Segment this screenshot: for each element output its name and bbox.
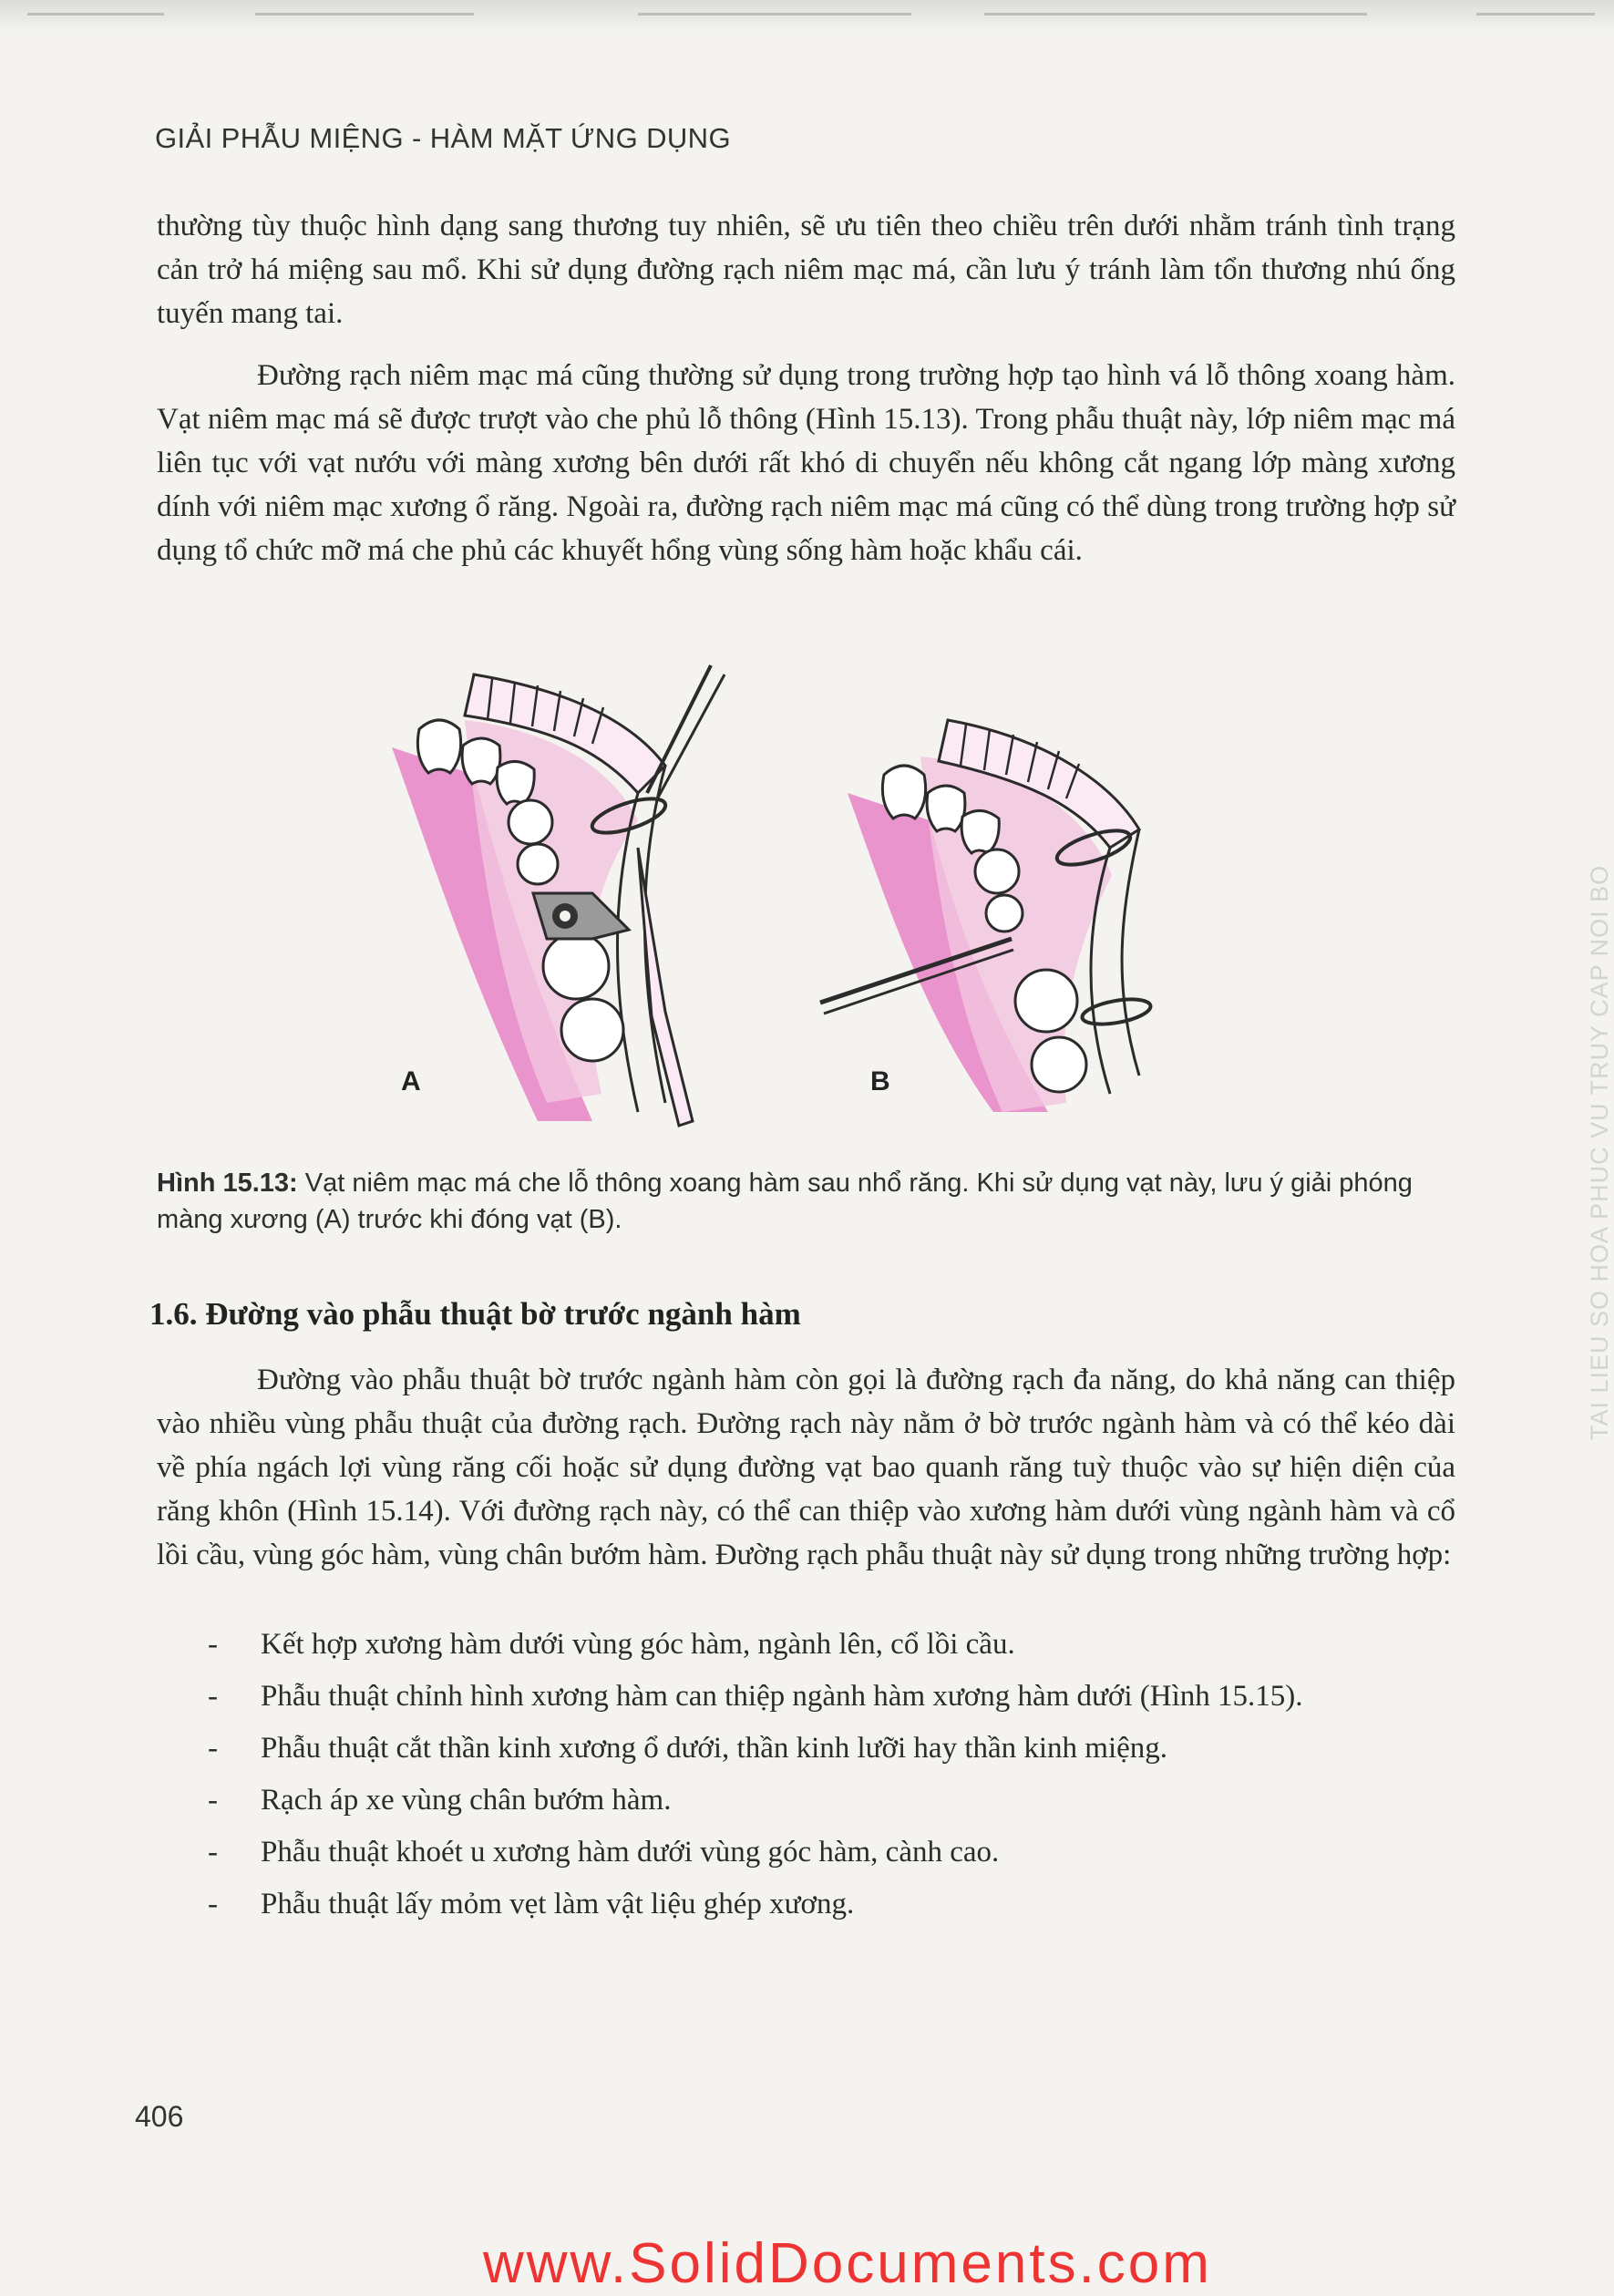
list-item bbox=[208, 1830, 1465, 1874]
list-item bbox=[208, 1726, 1465, 1770]
figure-illustration bbox=[365, 665, 1239, 1139]
list-item-text: Phẫu thuật cắt thần kinh xương ổ dưới, thần kinh lưỡi hay thần kinh miệng. bbox=[261, 1732, 1168, 1765]
paragraph-continuation bbox=[157, 204, 1455, 335]
indication-list bbox=[208, 1622, 1465, 1934]
list-item-text: Phẫu thuật khoét u xương hàm dưới vùng góc hàm, cành cao. bbox=[261, 1836, 1000, 1869]
figure-15-13 bbox=[365, 665, 1239, 1139]
bullet-marker: - bbox=[208, 1732, 218, 1765]
list-item-text: Kết hợp xương hàm dưới vùng góc hàm, ngành lên, cổ lồi cầu. bbox=[261, 1628, 1015, 1661]
list-item-text: Phẫu thuật lấy mỏm vẹt làm vật liệu ghép xương. bbox=[261, 1888, 855, 1920]
panel-a-label: A bbox=[401, 1066, 421, 1097]
scan-artifact bbox=[1476, 13, 1595, 15]
page-number: 406 bbox=[135, 2100, 184, 2133]
bullet-marker: - bbox=[208, 1628, 218, 1661]
bullet-marker: - bbox=[208, 1836, 218, 1869]
list-item bbox=[208, 1622, 1465, 1666]
panel-a-drawing bbox=[392, 665, 725, 1126]
section-heading: 1.6. Đường vào phẫu thuật bờ trước ngành hàm bbox=[149, 1296, 801, 1332]
caption-text: Vạt niêm mạc má che lỗ thông xoang hàm sau nhổ răng. Khi sử dụng vạt này, lưu ý giải phóng màng xương (A) trước khi đóng vạt (B). bbox=[157, 1169, 1413, 1234]
caption-label: Hình 15.13: bbox=[157, 1169, 298, 1198]
bullet-marker: - bbox=[208, 1784, 218, 1817]
scan-artifact bbox=[255, 13, 474, 15]
scan-artifact bbox=[27, 13, 164, 15]
scan-artifact bbox=[638, 13, 911, 15]
paragraph-section-intro bbox=[157, 1358, 1455, 1577]
paragraph-text: thường tùy thuộc hình dạng sang thương tuy nhiên, sẽ ưu tiên theo chiều trên dưới nhằm tránh tình trạng cản trở há miệng sau mổ. Khi sử dụng đường rạch niêm mạc má, cần lưu ý tránh làm tổn thương nhú ống tuyến mang tai. bbox=[157, 210, 1455, 330]
side-watermark: TAI LIEU SO HOA PHUC VU TRUY CAP NOI BO bbox=[1586, 864, 1613, 1440]
bullet-marker: - bbox=[208, 1888, 218, 1920]
list-item bbox=[208, 1778, 1465, 1822]
panel-b-drawing bbox=[820, 720, 1153, 1112]
list-item bbox=[208, 1674, 1465, 1718]
list-item bbox=[208, 1882, 1465, 1926]
bullet-marker: - bbox=[208, 1680, 218, 1713]
list-item-text: Rạch áp xe vùng chân bướm hàm. bbox=[261, 1784, 672, 1817]
site-watermark-text: www.SolidDocuments.com bbox=[483, 2232, 1212, 2295]
panel-b-label: B bbox=[870, 1066, 890, 1097]
figure-caption bbox=[157, 1165, 1469, 1238]
paragraph-text: Đường rạch niêm mạc má cũng thường sử dụng trong trường hợp tạo hình vá lỗ thông xoang hàm. Vạt niêm mạc má sẽ được trượt vào che phủ lỗ thông (Hình 15.13). Trong phẫu thuật này, lớp niêm mạc má liên tục với vạt nướu với màng xương bên dưới rất khó di chuyển nếu không cắt ngang lớp màng xương dính với niêm mạc xương ổ răng. Ngoài ra, đường rạch niêm mạc má cũng có thể dùng trong trường hợp sử dụng tổ chức mỡ má che phủ các khuyết hổng vùng sống hàm hoặc khẩu cái. bbox=[157, 359, 1455, 567]
paragraph-text: Đường vào phẫu thuật bờ trước ngành hàm còn gọi là đường rạch đa năng, do khả năng can thiệp vào nhiều vùng phẫu thuật của đường rạch. Đường rạch này nằm ở bờ trước ngành hàm và có thể kéo dài về phía ngách lợi vùng răng cối hoặc sử dụng đường vạt bao quanh răng tuỳ thuộc vào sự hiện diện của răng khôn (Hình 15.14). Với đường rạch này, có thể can thiệp vào xương hàm dưới vùng ngành hàm và cổ lồi cầu, vùng góc hàm, vùng chân bướm hàm. Đường rạch phẫu thuật này sử dụng trong những trường hợp: bbox=[157, 1364, 1455, 1571]
list-item-text: Phẫu thuật chỉnh hình xương hàm can thiệp ngành hàm xương hàm dưới (Hình 15.15). bbox=[261, 1680, 1303, 1713]
scan-artifact bbox=[984, 13, 1367, 15]
paragraph-buccal-flap bbox=[157, 354, 1455, 572]
site-watermark bbox=[483, 2224, 1212, 2295]
running-header: GIẢI PHẪU MIỆNG - HÀM MẶT ỨNG DỤNG bbox=[155, 122, 731, 154]
scan-edge bbox=[0, 0, 1614, 33]
